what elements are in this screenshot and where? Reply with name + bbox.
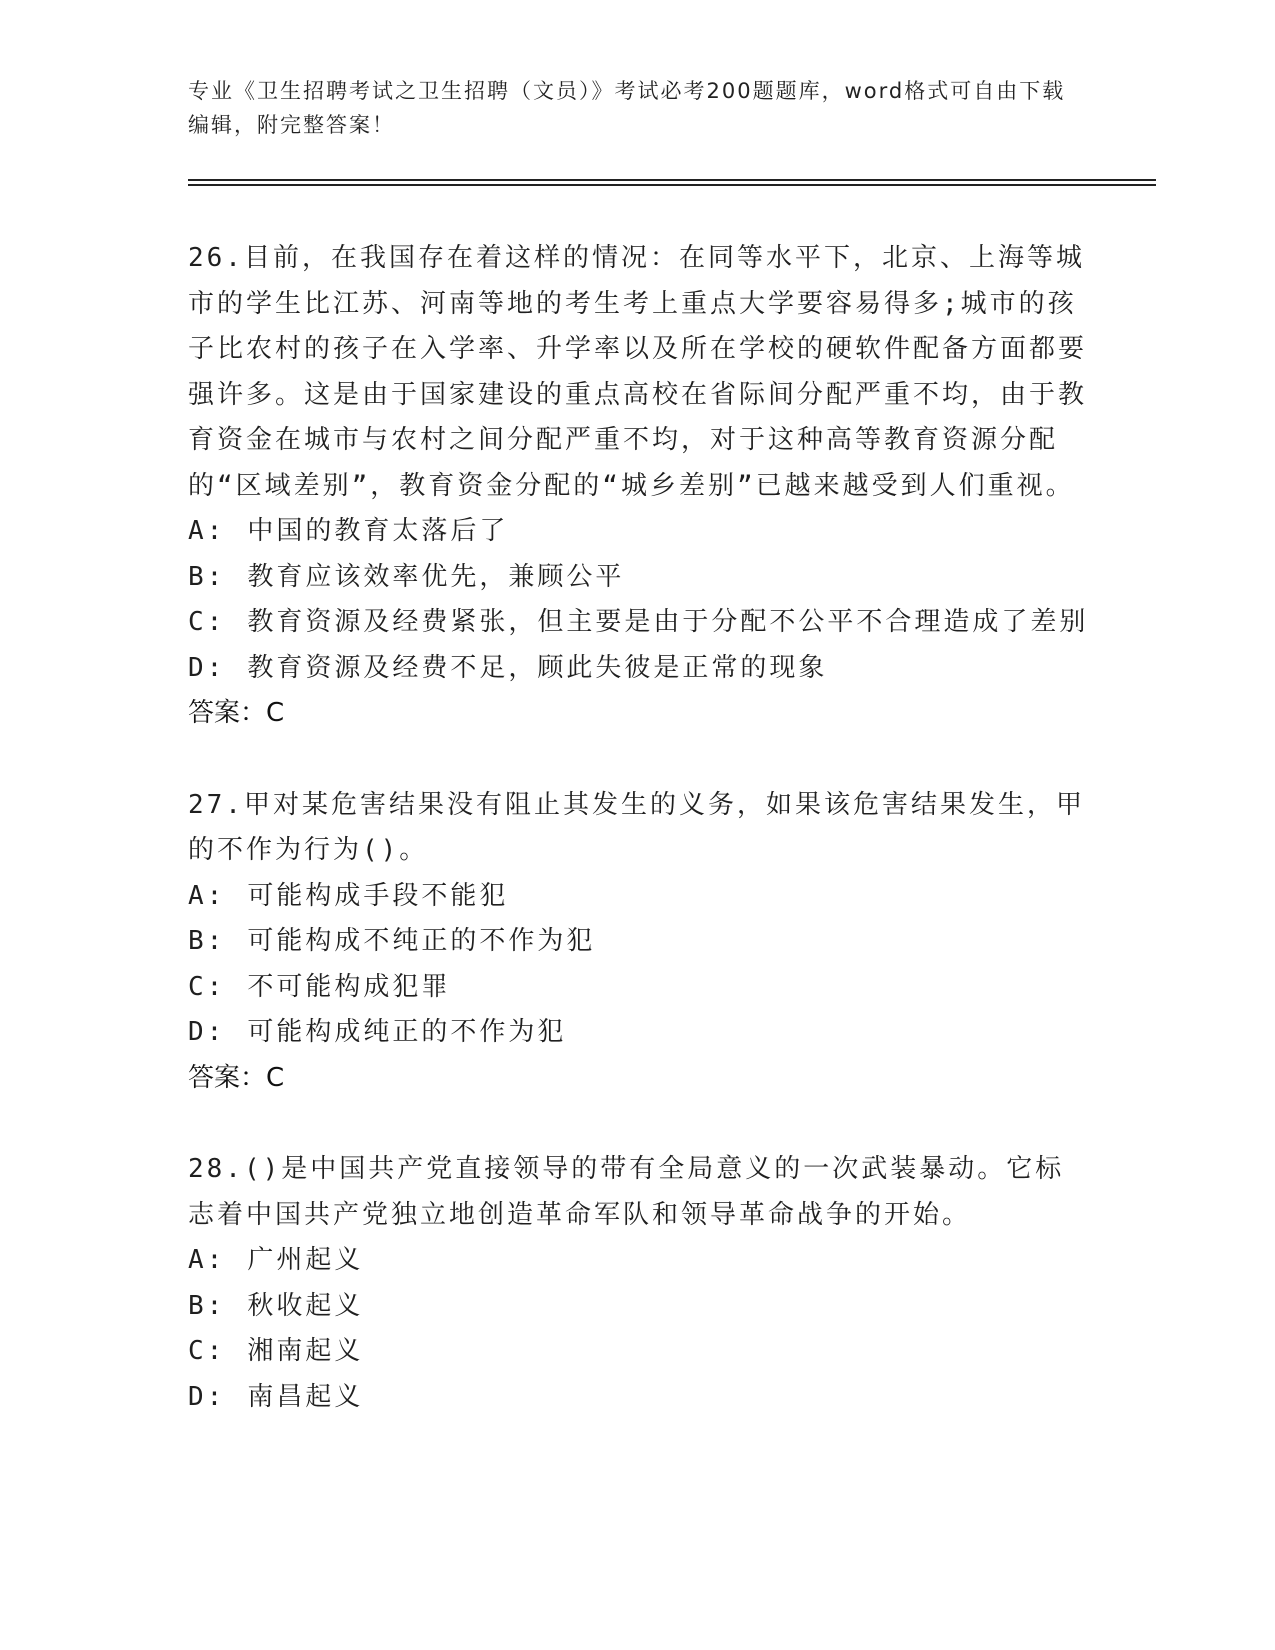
answer-line: 答案：C	[188, 698, 285, 728]
question-stem: 28.()是中国共产党直接领导的带有全局意义的一次武装暴动。它标志着中国共产党独立地创造革命军队和领导革命战争的开始。	[188, 1154, 1065, 1230]
option-text: 湘南起义	[247, 1336, 364, 1366]
option-b	[188, 555, 1088, 601]
option-c	[188, 965, 1088, 1011]
option-letter: C:	[188, 607, 226, 637]
option-text: 广州起义	[247, 1245, 364, 1275]
option-letter: C:	[188, 971, 226, 1002]
question-stem: 26.目前，在我国存在着这样的情况：在同等水平下，北京、上海等城市的学生比江苏、河南等地的考生考上重点大学要容易得多;城市的孩子比农村的孩子在入学率、升学率以及所在学校的硬软件配备方面都要强许多。这是由于国家建设的重点高校在省际间分配严重不均，由于教育资金在城市与农村之间分配严重不均，对于这种高等教育资源分配的“区域差别”，教育资金分配的“城乡差别”已越来越受到人们重视。	[188, 243, 1088, 501]
option-c	[188, 1329, 1088, 1375]
option-a	[188, 509, 1088, 555]
option-a	[188, 1238, 1088, 1284]
answer-line: 答案：C	[188, 1062, 285, 1093]
option-letter: B:	[188, 561, 226, 592]
option-text: 可能构成纯正的不作为犯	[247, 1017, 567, 1047]
option-letter: B:	[188, 926, 226, 956]
header-divider-bottom	[188, 184, 1156, 186]
question-item	[188, 236, 1088, 737]
option-d	[188, 646, 1088, 692]
question-item	[188, 1147, 1088, 1420]
option-letter: A:	[188, 880, 226, 911]
option-letter: C:	[188, 1336, 226, 1366]
option-d	[188, 1010, 1088, 1056]
option-c	[188, 600, 1088, 646]
option-text: 可能构成手段不能犯	[247, 880, 509, 911]
header-divider-top	[188, 179, 1156, 181]
option-letter: B:	[188, 1290, 226, 1321]
option-d	[188, 1375, 1088, 1421]
question-list	[188, 236, 1088, 1466]
document-header: 专业《卫生招聘考试之卫生招聘（文员）》考试必考200题题库，word格式可自由下载编辑，附完整答案！	[188, 79, 1066, 137]
option-a	[188, 874, 1088, 920]
option-text: 教育应该效率优先，兼顾公平	[247, 561, 625, 592]
option-b	[188, 1284, 1088, 1330]
option-letter: A:	[188, 516, 226, 546]
option-text: 南昌起义	[247, 1381, 364, 1412]
option-text: 教育资源及经费不足，顾此失彼是正常的现象	[247, 652, 828, 683]
option-text: 不可能构成犯罪	[247, 971, 451, 1002]
option-text: 秋收起义	[247, 1290, 364, 1321]
option-b	[188, 919, 1088, 965]
option-letter: D:	[188, 652, 226, 683]
option-letter: A:	[188, 1245, 226, 1275]
option-letter: D:	[188, 1017, 226, 1047]
option-text: 中国的教育太落后了	[247, 516, 509, 546]
option-text: 教育资源及经费紧张，但主要是由于分配不公平不合理造成了差别	[247, 607, 1089, 637]
question-stem: 27.甲对某危害结果没有阻止其发生的义务，如果该危害结果发生，甲的不作为行为()。	[188, 789, 1085, 865]
option-text: 可能构成不纯正的不作为犯	[247, 926, 596, 956]
option-letter: D:	[188, 1381, 226, 1412]
question-item	[188, 783, 1088, 1102]
